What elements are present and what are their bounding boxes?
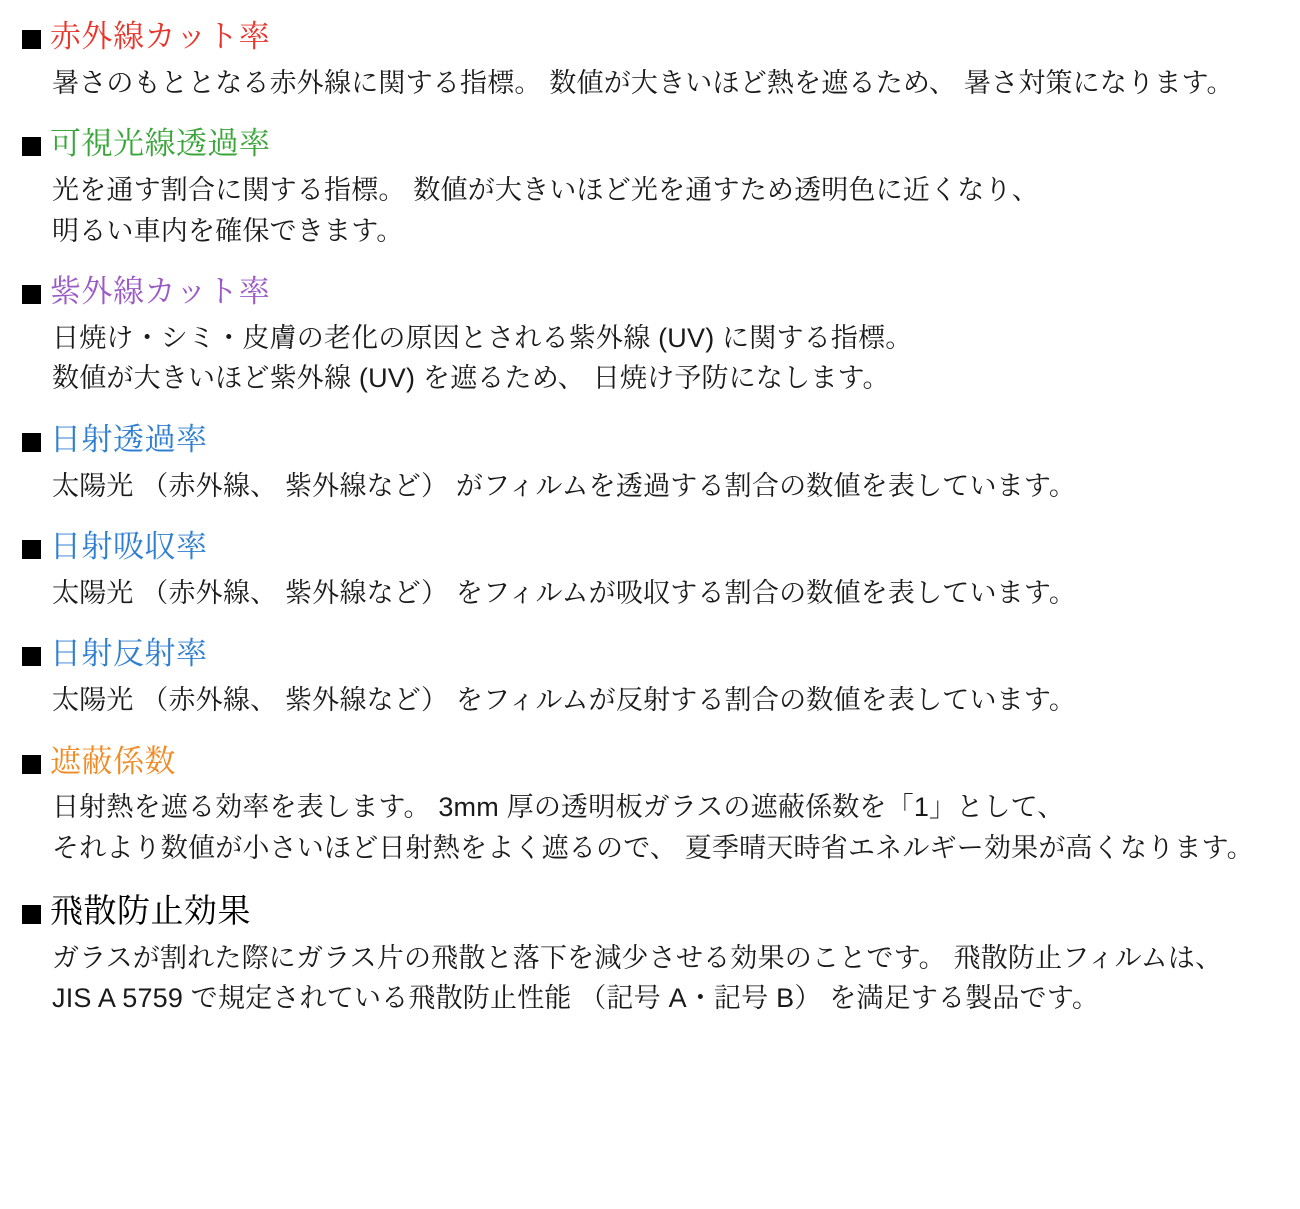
section-heading-label: 飛散防止効果 xyxy=(50,892,251,930)
glossary-section xyxy=(22,421,1276,506)
section-body xyxy=(22,680,1276,721)
section-heading-label: 紫外線カット率 xyxy=(50,274,271,309)
section-heading xyxy=(22,421,1276,460)
square-bullet-icon xyxy=(22,30,41,49)
glossary-section xyxy=(22,528,1276,613)
section-heading xyxy=(22,125,1276,164)
section-body-line: 太陽光 （赤外線、 紫外線など） をフィルムが反射する割合の数値を表しています。 xyxy=(52,685,1077,715)
section-body-line: 光を通す割合に関する指標。 数値が大きいほど光を通すため透明色に近くなり、 xyxy=(52,175,1039,205)
section-heading-label: 日射吸収率 xyxy=(50,529,208,564)
glossary-section xyxy=(22,635,1276,720)
square-bullet-icon xyxy=(22,433,41,452)
section-heading xyxy=(22,890,1276,931)
section-heading-label: 日射反射率 xyxy=(50,636,208,672)
section-body-line: それより数値が小さいほど日射熱をよく遮るので、 夏季晴天時省エネルギー効果が高くなります。 xyxy=(52,832,1254,863)
glossary-section-list xyxy=(22,18,1276,1019)
square-bullet-icon xyxy=(22,137,41,156)
section-body-line: 暑さのもととなる赤外線に関する指標。 数値が大きいほど熱を遮るため、 暑さ対策になります。 xyxy=(52,67,1234,98)
square-bullet-icon xyxy=(22,905,41,924)
square-bullet-icon xyxy=(22,647,41,666)
section-body xyxy=(22,938,1276,1019)
section-body-line: 日射熱を遮る効率を表します。 3mm 厚の透明板ガラスの遮蔽係数を「1」として、 xyxy=(52,792,1065,823)
section-body-line: ガラスが割れた際にガラス片の飛散と落下を減少させる効果のことです。 飛散防止フィルムは、 xyxy=(52,942,1223,973)
section-body-line: JIS A 5759 で規定されている飛散防止性能 （記号 A・記号 B） を満足する製品です。 xyxy=(52,983,1100,1013)
section-body xyxy=(22,466,1276,507)
section-body xyxy=(22,573,1276,614)
section-body-line: 数値が大きいほど紫外線 (UV) を遮るため、 日焼け予防になします。 xyxy=(52,363,890,394)
glossary-section xyxy=(22,890,1276,1018)
section-body-line: 明るい車内を確保できます。 xyxy=(52,215,404,246)
square-bullet-icon xyxy=(22,285,41,304)
section-body-line: 太陽光 （赤外線、 紫外線など） をフィルムが吸収する割合の数値を表しています。 xyxy=(52,577,1077,608)
section-heading xyxy=(22,18,1276,57)
square-bullet-icon xyxy=(22,540,41,559)
section-heading xyxy=(22,635,1276,674)
glossary-section xyxy=(22,273,1276,399)
glossary-section xyxy=(22,125,1276,251)
section-heading-label: 赤外線カット率 xyxy=(50,19,271,54)
section-heading-label: 可視光線透過率 xyxy=(50,126,271,162)
section-heading xyxy=(22,743,1276,782)
section-body-line: 日焼け・シミ・皮膚の老化の原因とされる紫外線 (UV) に関する指標。 xyxy=(52,322,913,353)
section-heading-label: 日射透過率 xyxy=(50,421,208,457)
section-body xyxy=(22,170,1276,251)
section-heading xyxy=(22,528,1276,567)
glossary-section xyxy=(22,743,1276,869)
section-body xyxy=(22,318,1276,399)
glossary-section xyxy=(22,18,1276,103)
section-body-line: 太陽光 （赤外線、 紫外線など） がフィルムを透過する割合の数値を表しています。 xyxy=(52,470,1077,501)
section-body xyxy=(22,63,1276,104)
square-bullet-icon xyxy=(22,755,41,774)
section-heading xyxy=(22,273,1276,312)
section-heading-label: 遮蔽係数 xyxy=(50,743,176,779)
section-body xyxy=(22,787,1276,868)
